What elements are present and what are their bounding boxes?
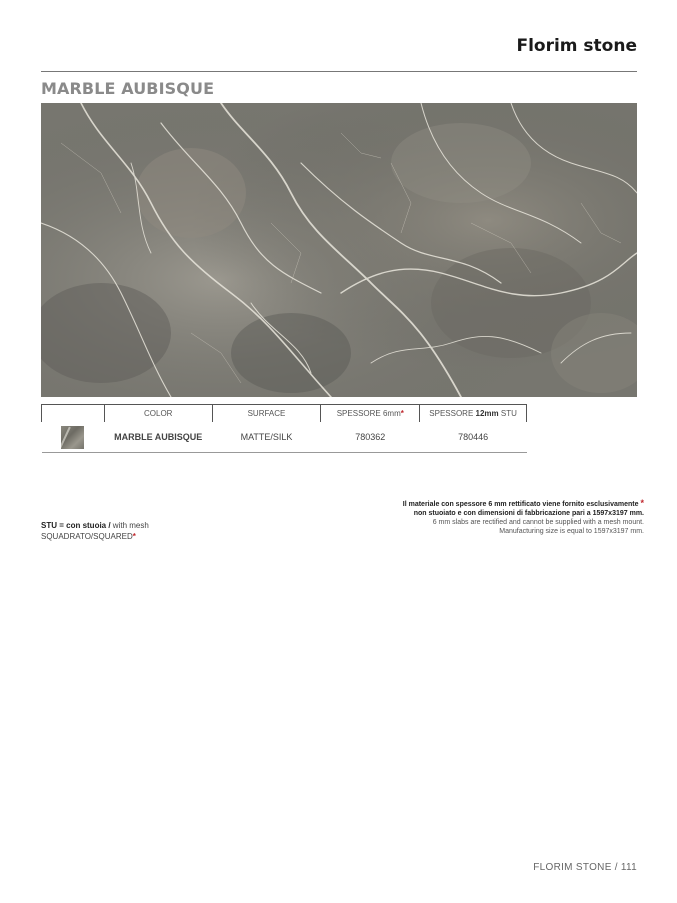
stu-legend-line [41,520,149,531]
brand-title: Florim stone [516,36,637,56]
surface-column-header: SURFACE [212,405,321,423]
stu-mesh-text: with mesh [110,521,149,530]
product-title: MARBLE AUBISQUE [41,79,215,98]
note-en-line1: 6 mm slabs are rectified and cannot be supplied with a mesh mount. [432,519,644,526]
page-footer: FLORIM STONE / 111 [533,862,637,873]
table-row [42,422,527,453]
surface-cell: MATTE/SILK [212,422,321,453]
squared-legend-line [41,531,149,542]
stu-abbrev: STU = con stuoia / [41,521,111,530]
thickness-12mm-suffix: STU [498,409,517,418]
table-header-row [42,405,527,423]
note-it-line2: non stuoiato e con dimensioni di fabbricazione pari a 1597x3197 mm. [413,510,644,517]
marble-slab-image [41,103,637,397]
note-it-line1 [344,499,644,509]
note-it-line1-text: Il materiale con spessore 6 mm rettificato viene fornito esclusivamente [402,501,639,508]
header-divider [41,71,637,72]
color-cell: MARBLE AUBISQUE [104,422,212,453]
asterisk-marker: * [640,498,644,508]
thickness-12mm-value: 12mm [475,409,499,418]
marble-swatch-image [61,426,84,449]
note-en-line2: Manufacturing size is equal to 1597x3197 mm. [499,528,644,535]
product-spec-table [41,404,527,453]
thickness-6mm-label: SPESSORE 6mm [336,409,401,418]
asterisk-marker: * [132,532,136,541]
swatch-column-header [42,405,105,423]
stu-legend [41,520,149,542]
squared-text: SQUADRATO/SQUARED [41,532,133,541]
swatch-cell [42,422,105,453]
thickness-6mm-column-header [321,405,420,423]
code-6mm-cell: 780362 [321,422,420,453]
thickness-12mm-prefix: SPESSORE [429,409,476,418]
thickness-note [344,499,644,536]
thickness-12mm-column-header [420,405,527,423]
code-12mm-cell: 780446 [420,422,527,453]
asterisk-marker: * [400,409,404,418]
color-column-header: COLOR [104,405,212,423]
